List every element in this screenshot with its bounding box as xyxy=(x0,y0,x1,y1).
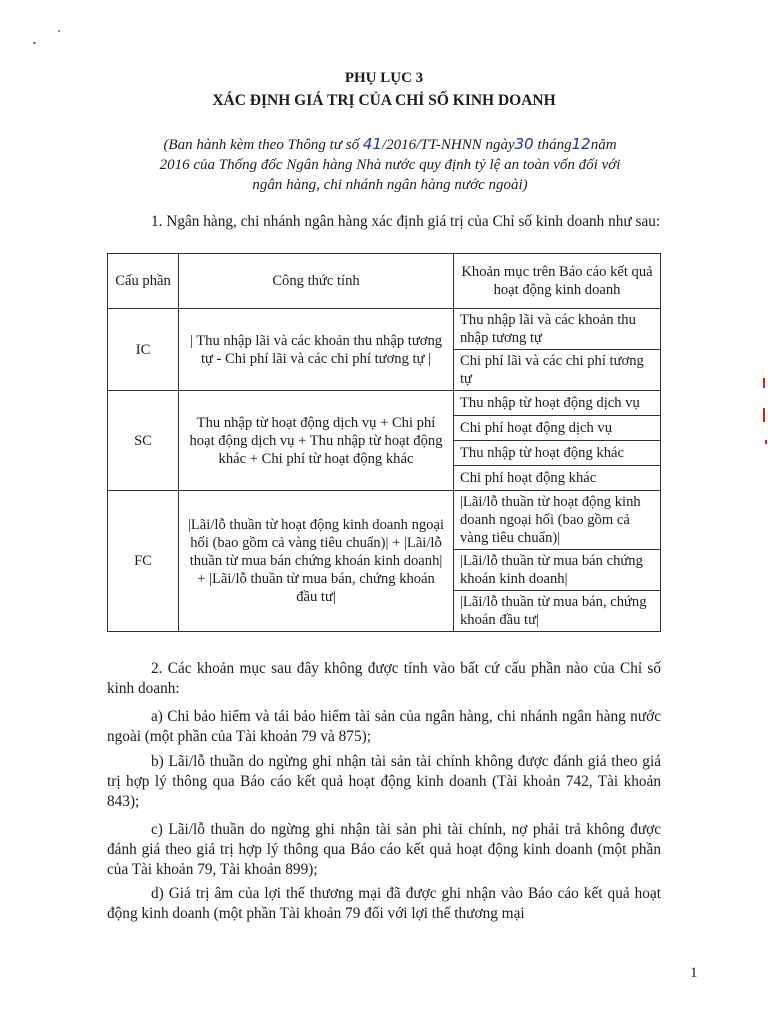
header-component: Cấu phần xyxy=(108,254,179,309)
component-sc: SC xyxy=(108,391,179,491)
issuance-note-line3: ngân hàng, chi nhánh ngân hàng nước ngoài) xyxy=(252,177,528,193)
report-item: |Lãi/lỗ thuần từ mua bán, chứng khoán đầu tư| xyxy=(454,591,661,632)
issuance-text: (Ban hành kèm theo Thông tư số xyxy=(163,137,363,153)
issuance-note-line1 xyxy=(120,134,660,155)
formula-ic: | Thu nhập lãi và các khoản thu nhập tương tự - Chi phí lãi và các chi phí tương tự | xyxy=(179,309,454,391)
report-item: |Lãi/lỗ thuần từ hoạt động kinh doanh ngoại hối (bao gồm cả vàng tiêu chuẩn)| xyxy=(454,491,661,550)
issuance-note-line2: 2016 của Thống đốc Ngân hàng Nhà nước quy định tỷ lệ an toàn vốn đối với xyxy=(159,157,621,173)
handwritten-day: 30 xyxy=(514,135,534,153)
scan-speck xyxy=(58,30,60,32)
issuance-note xyxy=(120,134,660,195)
scan-speck xyxy=(33,42,36,44)
report-item: Thu nhập lãi và các khoản thu nhập tương tự xyxy=(454,309,661,350)
appendix-heading: XÁC ĐỊNH GIÁ TRỊ CỦA CHỈ SỐ KINH DOANH xyxy=(212,92,556,109)
header-report-items: Khoản mục trên Báo cáo kết quả hoạt động kinh doanh xyxy=(454,254,661,309)
report-item: Thu nhập từ hoạt động dịch vụ xyxy=(454,391,661,416)
appendix-title: PHỤ LỤC 3 xyxy=(344,70,424,86)
report-item: Chi phí hoạt động khác xyxy=(454,466,661,491)
section2-item-d: d) Giá trị âm của lợi thế thương mại đã được ghi nhận vào Báo cáo kết quả hoạt động kinh doanh (một phần Tài khoản 79 đối với lợi thế thương mại xyxy=(107,885,661,922)
section1-intro: 1. Ngân hàng, chi nhánh ngân hàng xác định giá trị của Chỉ số kinh doanh như sau: xyxy=(151,213,661,230)
business-indicator-table xyxy=(107,253,661,632)
table-row xyxy=(108,309,661,350)
formula-sc: Thu nhập từ hoạt động dịch vụ + Chi phí hoạt động dịch vụ + Thu nhập từ hoạt động khác + Chi phí từ hoạt động khác xyxy=(179,391,454,491)
formula-fc: |Lãi/lỗ thuần từ hoạt động kinh doanh ngoại hối (bao gồm cả vàng tiêu chuẩn)| + |Lãi/lỗ thuần từ mua bán chứng khoán kinh doanh| + |Lãi/lỗ thuần từ mua bán, chứng khoán đầu tư| xyxy=(179,491,454,632)
report-item: Thu nhập từ hoạt động khác xyxy=(454,441,661,466)
section2-item-a: a) Chi bảo hiểm và tái bảo hiểm tài sản của ngân hàng, chi nhánh ngân hàng nước ngoài (một phần của Tài khoản 79 và 875); xyxy=(107,708,661,745)
page-number: 1 xyxy=(690,965,698,981)
report-item: Chi phí hoạt động dịch vụ xyxy=(454,416,661,441)
margin-mark xyxy=(763,408,765,422)
component-ic: IC xyxy=(108,309,179,391)
section2-item-c: c) Lãi/lỗ thuần do ngừng ghi nhận tài sản phi tài chính, nợ phải trả không được đánh giá theo giá trị hợp lý thông qua Báo cáo kết quả hoạt động kinh doanh (một phần của Tài khoản 79, Tài khoản 899); xyxy=(107,821,661,878)
section2-intro: 2. Các khoản mục sau đây không được tính vào bất cứ cấu phần nào của Chỉ số kinh doanh: xyxy=(107,660,661,697)
report-item: Chi phí lãi và các chi phí tương tự xyxy=(454,350,661,391)
table-header-row xyxy=(108,254,661,309)
margin-mark xyxy=(763,378,765,388)
section2-item-b: b) Lãi/lỗ thuần do ngừng ghi nhận tài sản tài chính không được đánh giá theo giá trị hợp lý thông qua Báo cáo kết quả hoạt động kinh doanh (Tài khoản 742, Tài khoản 843); xyxy=(107,753,661,810)
component-fc: FC xyxy=(108,491,179,632)
handwritten-circular-number: 41 xyxy=(362,135,382,153)
table-row xyxy=(108,491,661,550)
report-item: |Lãi/lỗ thuần từ mua bán chứng khoán kinh doanh| xyxy=(454,550,661,591)
issuance-text: /2016/TT-NHNN ngày xyxy=(381,137,515,153)
header-formula: Công thức tính xyxy=(179,254,454,309)
issuance-text: năm xyxy=(590,137,617,153)
issuance-text: tháng xyxy=(533,137,572,153)
handwritten-month: 12 xyxy=(571,135,591,153)
margin-mark xyxy=(765,440,767,444)
table-row xyxy=(108,391,661,416)
